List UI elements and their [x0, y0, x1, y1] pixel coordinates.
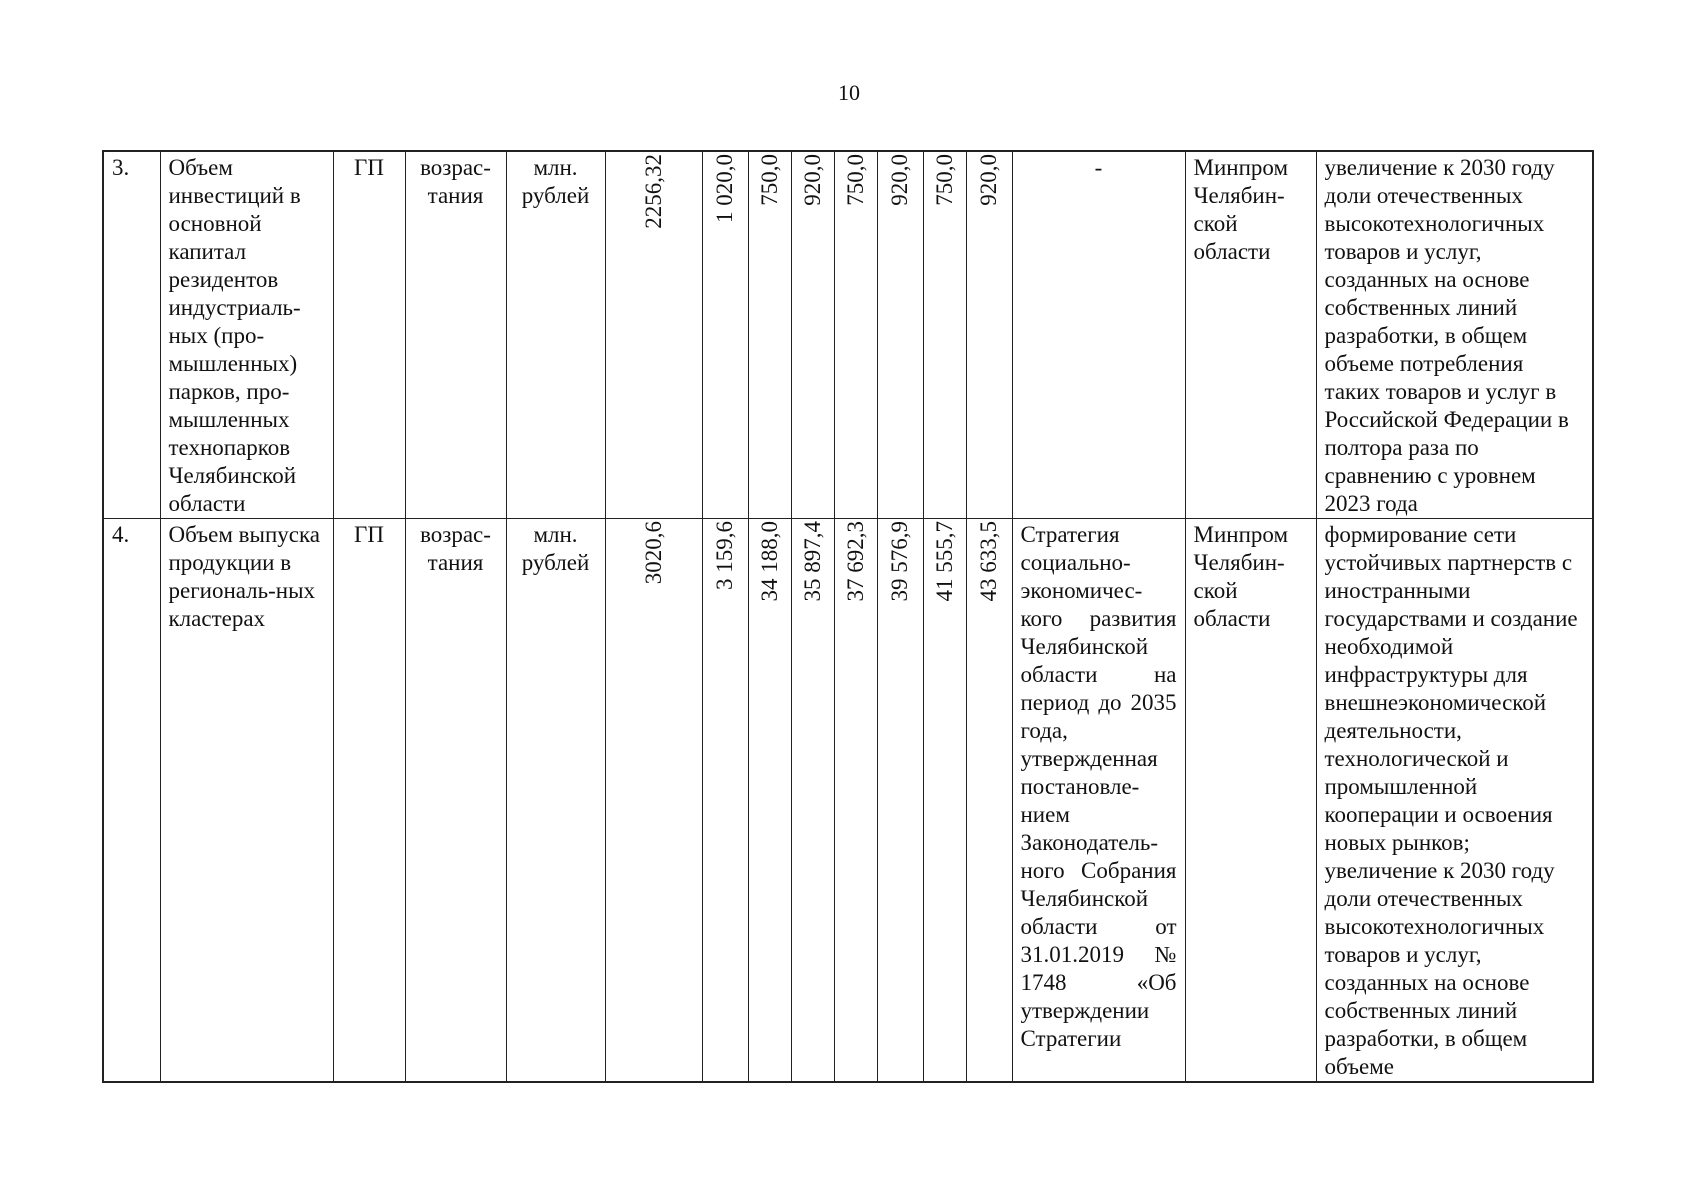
- base-value: 2256,32: [640, 154, 666, 229]
- year-value-cell: [923, 519, 966, 1083]
- strategic-document-cell: [1012, 151, 1185, 519]
- base-value: 3020,6: [640, 521, 666, 585]
- base-value-cell: [605, 151, 702, 519]
- year-value-cell: [966, 519, 1012, 1083]
- source-code: ГП: [333, 519, 405, 1083]
- strategic-document: Стратегия социально-экономичес-кого развития Челябинской области на период до 2035 года, утвержденная постановле-нием Законодатель-ного Собрания Челябинской области от 31.01.2019 № 1748 «Об утверждении Стратегии: [1012, 519, 1185, 1083]
- year-value-cell: [834, 151, 877, 519]
- indicator-name: Объем инвестиций в основной капитал резидентов индустриаль-ных (про-мышленных) парков, про-мышленных технопарков Челябинской области: [160, 151, 333, 519]
- responsible-body: Минпром Челябин-ской области: [1185, 519, 1316, 1083]
- year-value-cell: [923, 151, 966, 519]
- year-value-cell: [702, 519, 748, 1083]
- page-number: 10: [838, 80, 860, 105]
- year-value-cell: [791, 519, 834, 1083]
- base-value-cell: [605, 519, 702, 1083]
- unit-of-measure: млн. рублей: [506, 151, 605, 519]
- year-value: 43 633,5: [976, 521, 1001, 602]
- year-value: 41 555,7: [931, 521, 957, 602]
- year-value-cell: [748, 151, 791, 519]
- row-number: 3.: [103, 151, 160, 519]
- year-value: 750,0: [756, 154, 782, 206]
- indicator-name: Объем выпуска продукции в региональ-ных кластерах: [160, 519, 333, 1083]
- table-row: [103, 519, 1593, 1083]
- expected-result: увеличение к 2030 году доли отечественных высокотехнологичных товаров и услуг, созданных на основе собственных линий разработки, в общем объеме потребления таких товаров и услуг в Российской Федерации в полтора раза по сравнению с уровнем 2023 года: [1316, 151, 1593, 519]
- year-value: 34 188,0: [756, 521, 782, 602]
- year-value: 37 692,3: [842, 521, 868, 602]
- year-value: 750,0: [931, 154, 957, 206]
- responsible-body: Минпром Челябин-ской области: [1185, 151, 1316, 519]
- table-row: [103, 151, 1593, 519]
- year-value-cell: [702, 151, 748, 519]
- strategic-document: -: [1094, 155, 1103, 180]
- trend-direction: возрас-тания: [405, 519, 506, 1083]
- year-value: 3 159,6: [712, 521, 737, 590]
- year-value: 920,0: [799, 154, 825, 206]
- year-value-cell: [791, 151, 834, 519]
- year-value-cell: [877, 519, 923, 1083]
- source-code: ГП: [333, 151, 405, 519]
- year-value: 920,0: [887, 154, 912, 206]
- year-value-cell: [877, 151, 923, 519]
- row-number: 4.: [103, 519, 160, 1083]
- year-value-cell: [834, 519, 877, 1083]
- year-value: 35 897,4: [799, 521, 825, 602]
- year-value-cell: [966, 151, 1012, 519]
- year-value: 920,0: [976, 154, 1001, 206]
- indicators-table: [102, 150, 1594, 1083]
- year-value-cell: [748, 519, 791, 1083]
- trend-direction: возрас-тания: [405, 151, 506, 519]
- year-value: 1 020,0: [712, 154, 737, 223]
- unit-of-measure: млн. рублей: [506, 519, 605, 1083]
- year-value: 750,0: [842, 154, 868, 206]
- year-value: 39 576,9: [887, 521, 912, 602]
- expected-result: формирование сети устойчивых партнерств с иностранными государствами и создание необходимой инфраструктуры для внешнеэкономической деятельности, технологической и промышленной кооперации и освоения новых рынков; увеличение к 2030 году доли отечественных высокотехнологичных товаров и услуг, созданных на основе собственных линий разработки, в общем объеме: [1316, 519, 1593, 1083]
